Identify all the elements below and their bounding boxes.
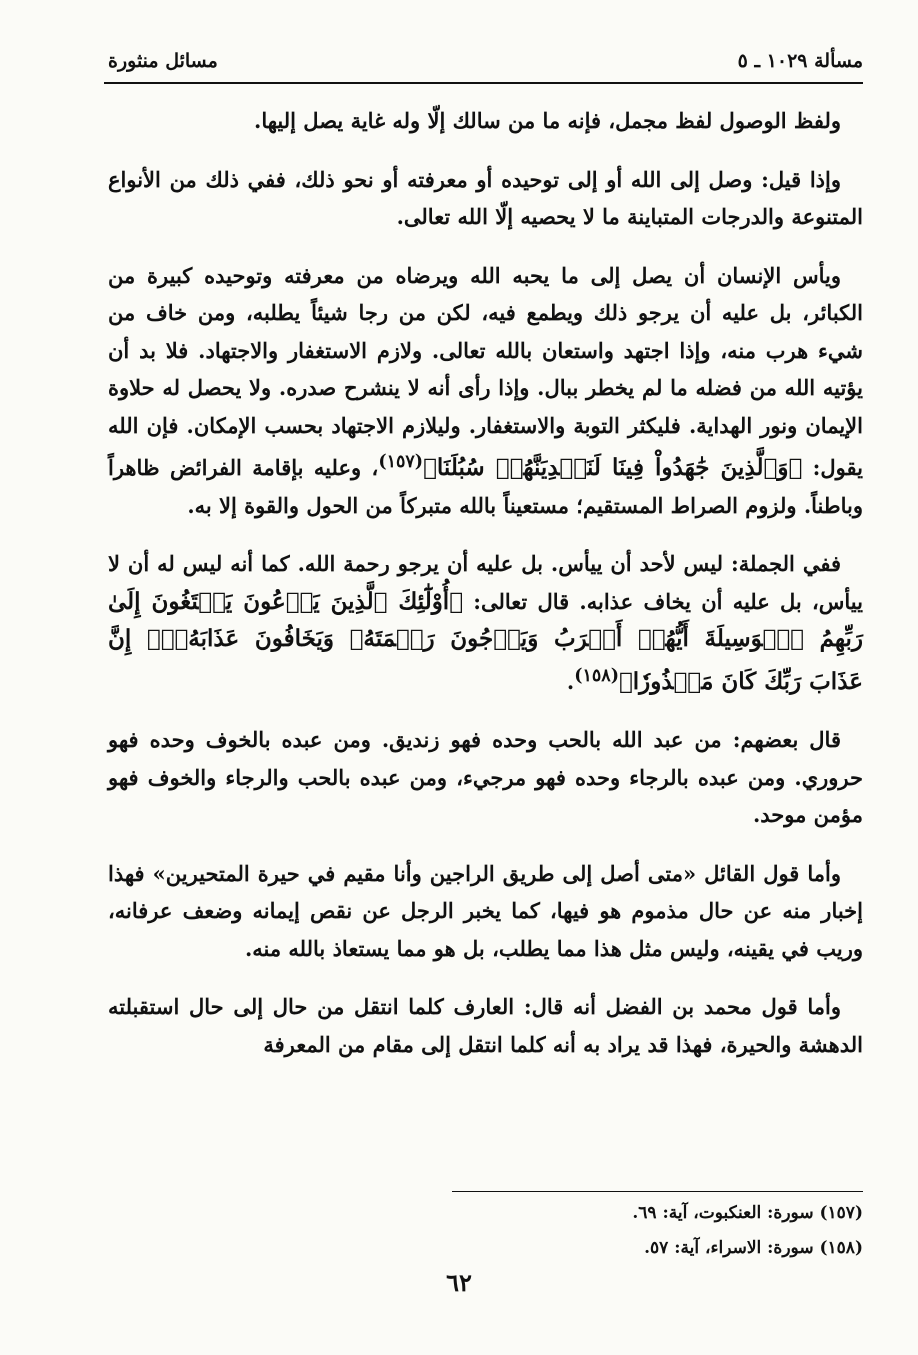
paragraph-3 [108,257,863,525]
paragraph-5: قال بعضهم: من عبد الله بالحب وحده فهو زنديق. ومن عبده بالخوف وحده فهو حروري. ومن عبده بالرجاء وحده فهو مرجيء، ومن عبده بالحب والرجاء والخوف فهو مؤمن موحد. [108,727,863,827]
footnote-157: (١٥٧) سورة: العنكبوت، آية: ٦٩. [632,1203,863,1223]
paragraph-6: وأما قول القائل «متى أصل إلى طريق الراجين وأنا مقيم في حيرة المتحيرين» فهذا إخبار منه عن حال مذموم هو فيها، كما يخبر الرجل عن نقص إيمانه وضعف عرفانه، وريب في يقينه، وليس مثل هذا مما يطلب، بل هو مما يستعاذ بالله منه. [108,860,863,961]
footnote-ref-157: (١٥٧) [378,452,424,472]
paragraph-3-text: ويأس الإنسان أن يصل إلى ما يحبه الله ويرضاه من معرفته وتوحيده كبيرة من الكبائر، بل عليه أن يرجو ذلك ويطمع فيه، لكن من رجا شيئاً يطلبه، ومن خاف من شيء هرب منه، وإذا اجتهد واستعان بالله تعالى. ولازم الاستغفار والاجتهاد. فلا بد أن يؤتيه الله من فضله ما لم يخطر ببال. وإذا رأى أنه لا ينشرح صدره. ولا يحصل له حلاوة الإيمان ونور الهداية. فليكثر التوبة والاستغفار. وليلازم الاجتهاد بحسب الإمكان. فإن الله يقول: [108,262,863,480]
main-text [108,102,863,1084]
footnotes [108,1196,863,1266]
page-number: ٦٢ [446,1268,472,1297]
paragraph-4-tail: . [566,668,575,694]
footnote-ref-158: (١٥٨) [574,665,619,686]
header-book-section: مسائل منثورة [108,50,218,72]
running-header [108,44,863,78]
quran-verse-1: ﴿وَٱلَّذِينَ جَٰهَدُواْ فِينَا لَنَهۡدِيَنَّهُمۡ سُبُلَنَا﴾ [423,454,803,481]
header-divider [104,82,863,84]
paragraph-3-tail: ، وعليه بإقامة الفرائض ظاهراً وباطناً. ولزوم الصراط المستقيم؛ مستعيناً بالله متبركاً من الحول والقوة إلا به. [108,455,863,518]
footnote-divider [452,1191,863,1192]
paragraph-1: ولفظ الوصول لفظ مجمل، فإنه ما من سالك إلّا وله غاية يصل إليها. [254,108,841,133]
footnote-158: (١٥٨) سورة: الاسراء، آية: ٥٧. [644,1238,863,1258]
paragraph-2: وإذا قيل: وصل إلى الله أو إلى توحيده أو معرفته أو نحو ذلك، ففي ذلك من الأنواع المتنوعة والدرجات المتباينة ما لا يحصيه إلّا الله تعالى. [108,166,863,229]
paragraph-4-text: ففي الجملة: ليس لأحد أن ييأس. بل عليه أن يرجو رحمة الله. كما أنه ليس له أن لا ييأس، بل عليه أن يخاف عذابه. قال تعالى: [108,551,863,614]
paragraph-7: وأما قول محمد بن الفضل أنه قال: العارف كلما انتقل من حال إلى حال استقبلته الدهشة والحيرة، فهذا قد يراد به أنه كلما انتقل إلى مقام من المعرفة [108,994,863,1057]
header-issue-number: مسألة ١٠٢٩ ـ ٥ [737,50,863,72]
paragraph-4 [108,545,863,700]
quran-verse-2: ﴿أُوْلَٰٓئِكَ ٱلَّذِينَ يَدۡعُونَ يَبۡتَغُونَ إِلَىٰ رَبِّهِمُ ٱلۡوَسِيلَةَ أَيُّهُمۡ أَقۡرَبُ وَيَرۡجُونَ رَحۡمَتَهُۥ وَيَخَافُونَ عَذَابَهُۥٓۚ إِنَّ عَذَابَ رَبِّكَ كَانَ مَحۡذُورٗا﴾ [108,587,863,695]
